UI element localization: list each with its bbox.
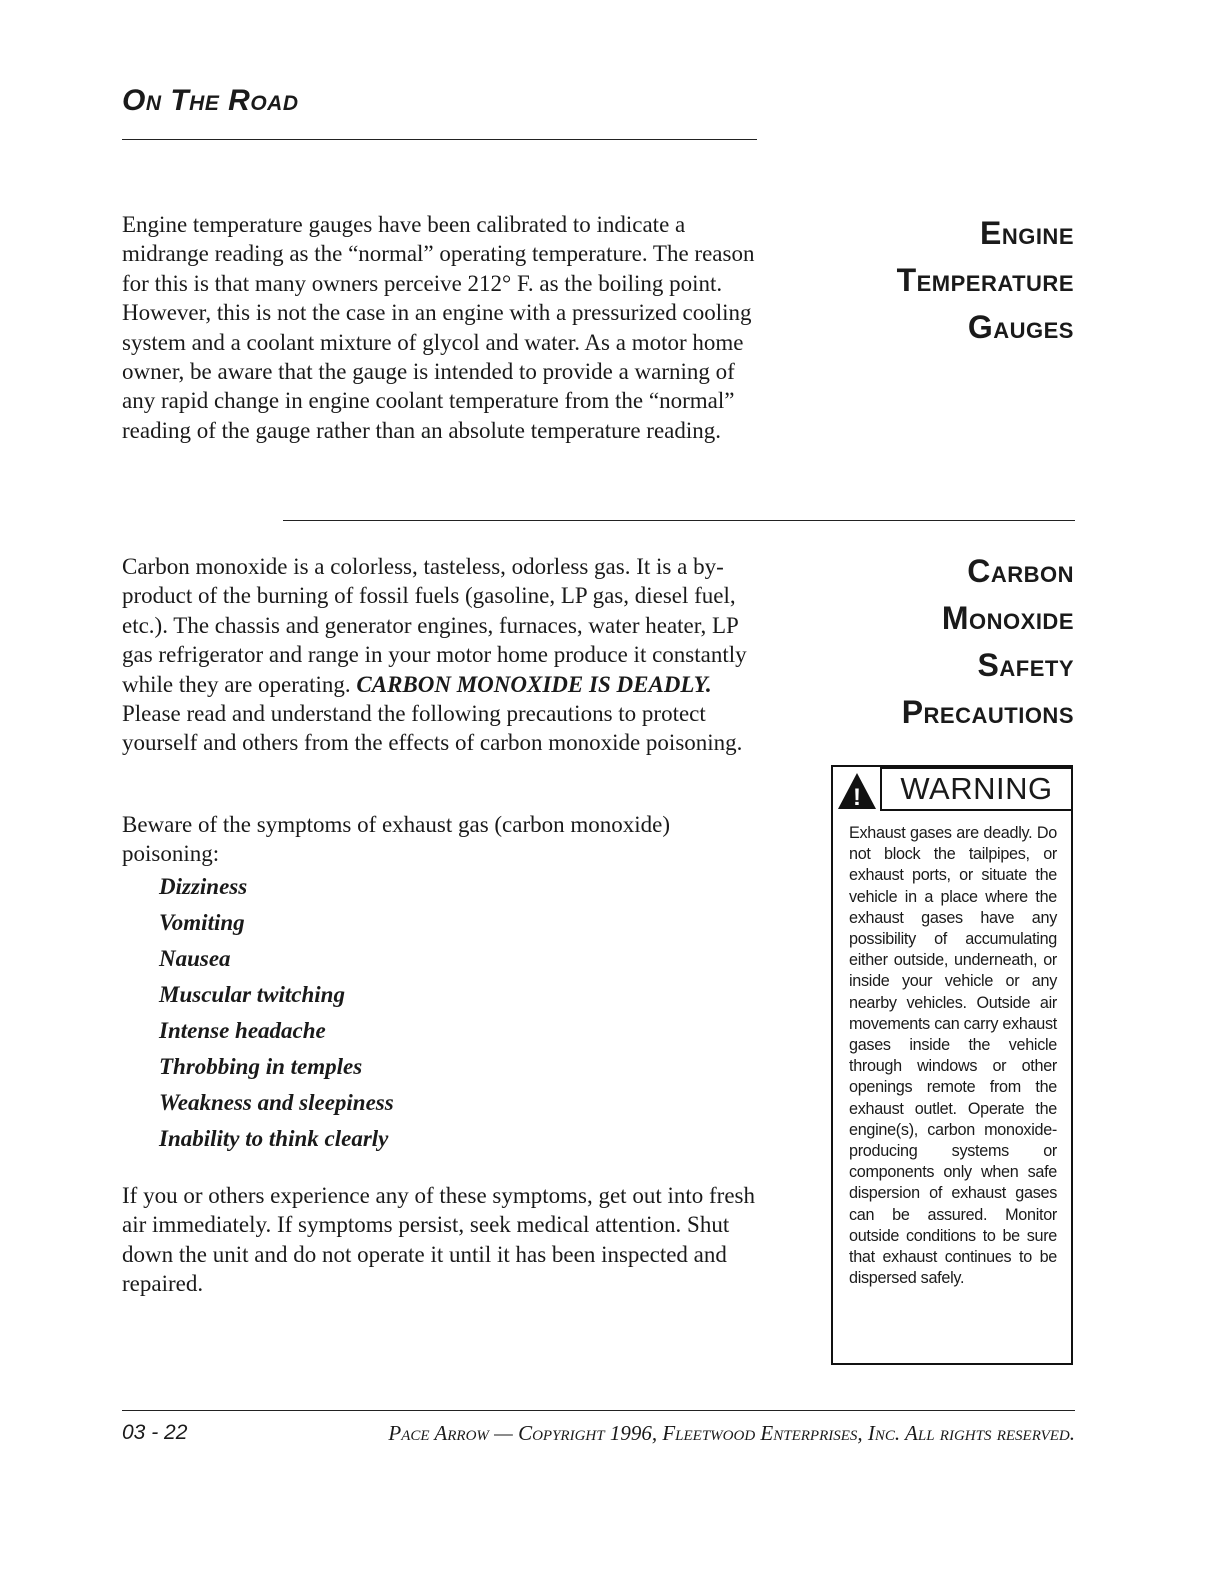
warning-triangle-icon — [836, 771, 878, 811]
co-intro-tail: Please read and understand the following precautions to protect yourself and others from the effects of carbon monoxide poisoning. — [122, 701, 743, 756]
copyright-line: Pace Arrow — Copyright 1996, Fleetwood Enterprises, Inc. All rights reserved. — [388, 1421, 1075, 1445]
co-heading — [774, 548, 1074, 736]
symptoms-list — [159, 869, 719, 1157]
list-item: Nausea — [159, 946, 231, 971]
co-intro-text: Carbon monoxide is a colorless, tasteless, odorless gas. It is a by-product of the burning of fossil fuels (gasoline, LP gas, diesel fuel, etc.). The chassis and generator engines, furnaces, water heater, LP gas refrigerator and range in your motor home produce it constantly while they are operating. — [122, 554, 747, 697]
list-item: Muscular twitching — [159, 982, 345, 1007]
co-closing-paragraph: If you or others experience any of these symptoms, get out into fresh air immediately. If symptoms persist, seek medical attention. Shut down the unit and do not operate it until it has been inspected and repaired. — [122, 1183, 755, 1297]
list-item: Throbbing in temples — [159, 1054, 363, 1079]
warning-label: WARNING — [880, 767, 1073, 811]
engine-heading — [774, 210, 1074, 351]
engine-heading-line-3: Gauges — [967, 309, 1074, 345]
co-heading-line-4: Precautions — [901, 694, 1074, 730]
list-item: Dizziness — [159, 874, 248, 899]
co-heading-line-1: Carbon — [967, 553, 1074, 589]
engine-paragraph: Engine temperature gauges have been calibrated to indicate a midrange reading as the “normal” operating temperature. The reason for this is that many owners perceive 212° F. as the boiling point. However, this is not the case in an engine with a pressurized cooling system and a coolant mixture of glycol and water. As a motor home owner, be aware that the gauge is intended to provide a warning of any rapid change in engine coolant temperature from the “normal” reading of the gauge rather than an absolute temperature reading. — [122, 212, 755, 443]
section-divider — [283, 520, 1075, 521]
co-deadly-emphasis: CARBON MONOXIDE IS DEADLY. — [356, 671, 712, 697]
list-item: Inability to think clearly — [159, 1126, 389, 1151]
list-item: Vomiting — [159, 910, 245, 935]
running-head: On The Road — [122, 84, 299, 117]
co-heading-line-2: Monoxide — [941, 600, 1074, 636]
engine-heading-line-1: Engine — [979, 215, 1074, 251]
list-item: Intense headache — [159, 1018, 326, 1043]
header-rule — [122, 139, 757, 140]
warning-text: Exhaust gases are deadly. Do not block the tailpipes, or exhaust ports, or situate the vehicle in a place where the exhaust gases have any possibility of accumulating either outside, underneath, or inside your vehicle or any nearby vehicles. Outside air movements can carry exhaust gases inside the vehicle through windows or other openings remote from the exhaust outlet. Operate the engine(s), carbon monoxide-producing systems or components only when safe dispersion of exhaust gases can be assured. Monitor outside conditions to be sure that exhaust continues to be dispersed safely. — [849, 824, 1057, 1288]
engine-heading-line-2: Temperature — [896, 262, 1074, 298]
warning-icon-symbol: ! — [853, 784, 861, 811]
footer-rule — [122, 1410, 1075, 1411]
co-heading-line-3: Safety — [977, 647, 1074, 683]
co-intro-paragraph — [122, 552, 762, 758]
list-item: Weakness and sleepiness — [159, 1090, 394, 1115]
page-number: 03 - 22 — [122, 1421, 188, 1444]
symptoms-intro: Beware of the symptoms of exhaust gas (carbon monoxide) poisoning: — [122, 812, 671, 867]
